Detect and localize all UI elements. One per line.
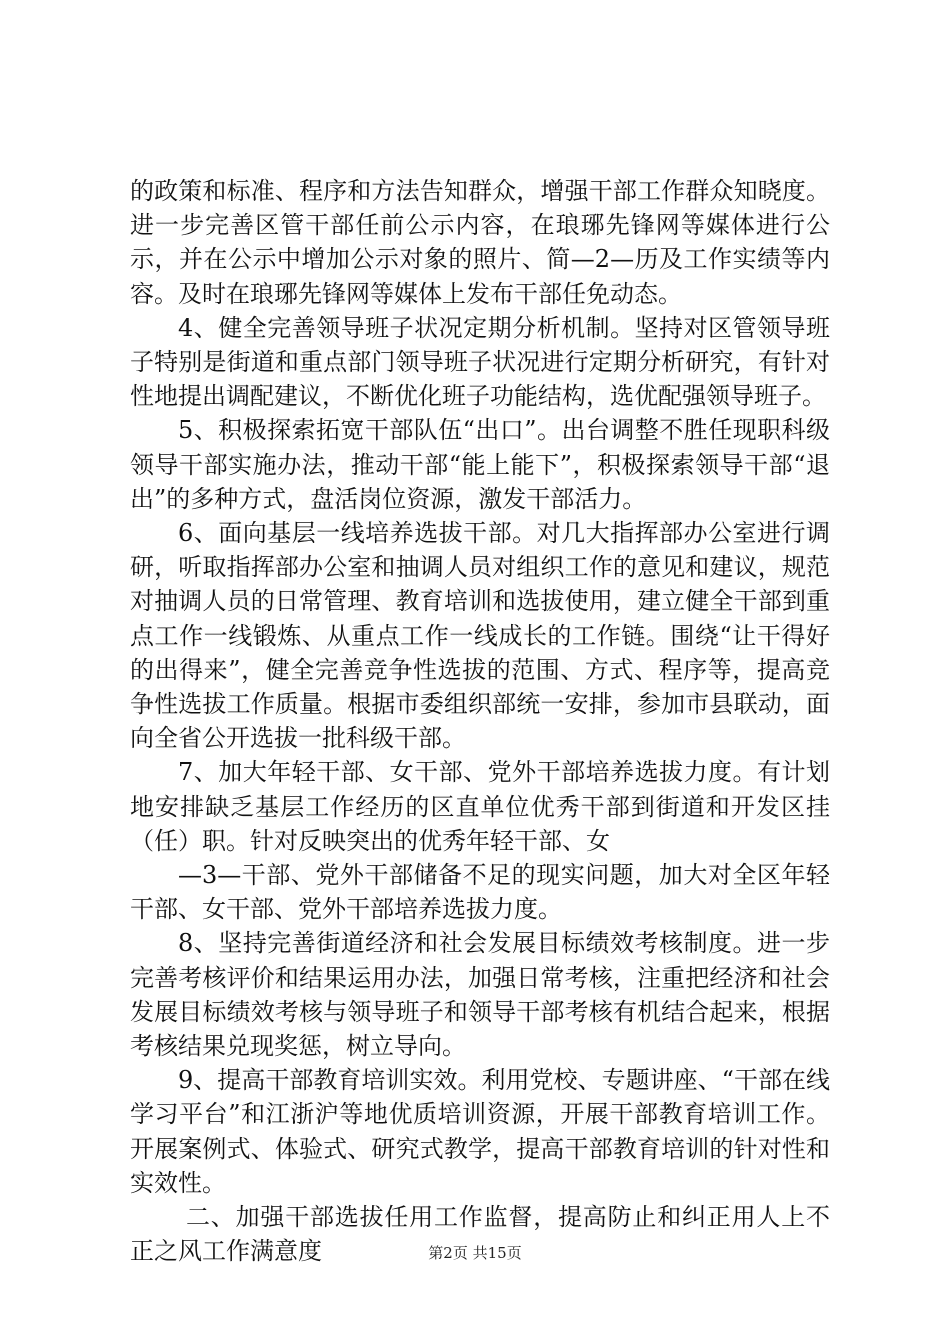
paragraph-item-8: 8、坚持完善街道经济和社会发展目标绩效考核制度。进一步完善考核评价和结果运用办法，加强日常考核，注重把经济和社会发展目标绩效考核与领导班子和领导干部考核有机结合起来，根据考核结果兑现奖惩，树立导向。 [130,929,830,1061]
paragraph-item-4: 4、健全完善领导班子状况定期分析机制。坚持对区管领导班子特别是街道和重点部门领导班子状况进行定期分析研究，有针对性地提出调配建议，不断优化班子功能结构，选优配强领导班子。 [130,313,830,411]
paragraph-item-9: 9、提高干部教育培训实效。利用党校、专题讲座、“干部在线学习平台”和江浙沪等地优质培训资源，开展干部教育培训工作。开展案例式、体验式、研究式教学，提高干部教育培训的针对性和实效性。 [130,1066,830,1197]
paragraph-item-6: 6、面向基层一线培养选拔干部。对几大指挥部办公室进行调研，听取指挥部办公室和抽调人员对组织工作的意见和建议，规范对抽调人员的日常管理、教育培训和选拔使用，建立健全干部到重点工作一线锻炼、从重点工作一线成长的工作链。围绕“让干得好的出得来”，健全完善竞争性选拔的范围、方式、程序等，提高竞争性选拔工作质量。根据市委组织部统一安排，参加市县联动，面向全省公开选拔一批科级干部。 [130,519,830,753]
section-heading-2: 二、加强干部选拔任用工作监督，提高防止和纠正用人上不正之风工作满意度 [130,1203,830,1266]
document-body [130,174,830,1269]
paragraph-item-7: 7、加大年轻干部、女干部、党外干部培养选拔力度。有计划地安排缺乏基层工作经历的区直单位优秀干部到街道和开发区挂（任）职。针对反映突出的优秀年轻干部、女 [130,758,830,855]
paragraph-continued: 的政策和标准、程序和方法告知群众，增强干部工作群众知晓度。进一步完善区管干部任前公示内容，在琅琊先锋网等媒体进行公示，并在公示中增加公示对象的照片、简—2—历及工作实绩等内容。及时在琅琊先锋网等媒体上发布干部任免动态。 [130,177,830,308]
paragraph-item-5: 5、积极探索拓宽干部队伍“出口”。出台调整不胜任现职科级领导干部实施办法，推动干部“能上能下”，积极探索领导干部“退出”的多种方式，盘活岗位资源，激发干部活力。 [130,416,830,513]
page-footer: 第2页 共15页 [428,1244,522,1262]
paragraph-item-7-continued: —3—干部、党外干部储备不足的现实问题，加大对全区年轻干部、女干部、党外干部培养选拔力度。 [130,861,830,924]
